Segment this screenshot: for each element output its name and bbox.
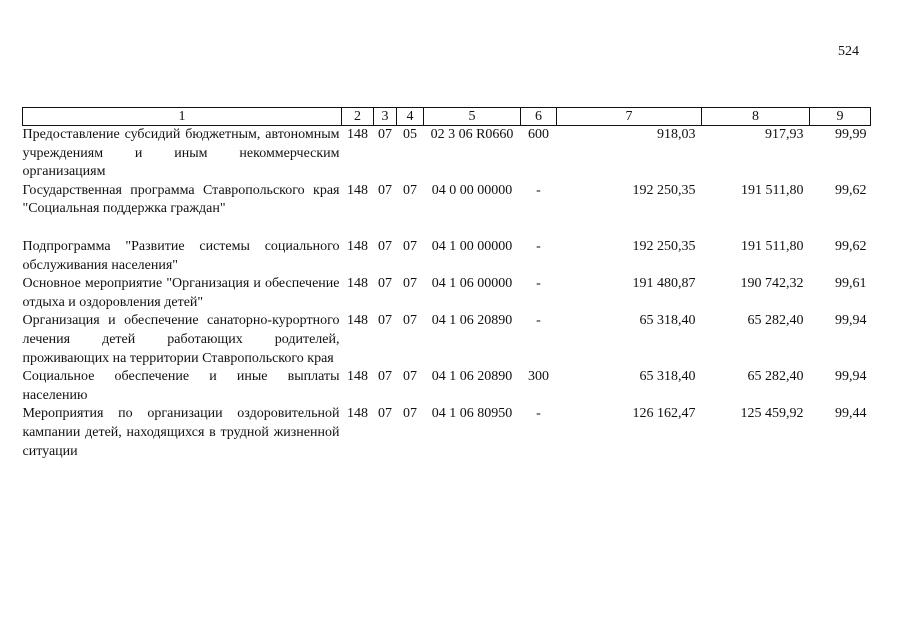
row-col-4: 07 bbox=[403, 182, 417, 198]
row-col-7: 191 480,87 bbox=[632, 276, 696, 292]
row-col-8: 125 459,92 bbox=[740, 406, 804, 422]
table-row bbox=[23, 275, 871, 312]
row-name: Подпрограмма "Развитие системы социального обслуживания населения" bbox=[22, 238, 340, 273]
row-col-3: 07 bbox=[378, 369, 392, 385]
row-col-2: 148 bbox=[347, 276, 368, 292]
row-col-8: 917,93 bbox=[765, 127, 804, 142]
header-col-1: 1 bbox=[23, 108, 342, 126]
row-col-7: 192 250,35 bbox=[632, 182, 696, 198]
header-col-2: 2 bbox=[342, 108, 374, 126]
table-row bbox=[23, 368, 871, 405]
row-col-3: 07 bbox=[378, 276, 392, 292]
header-col-6: 6 bbox=[521, 108, 557, 126]
page-number: 524 bbox=[838, 44, 859, 59]
row-col-9: 99,62 bbox=[835, 182, 867, 198]
row-col-8: 190 742,32 bbox=[740, 276, 804, 292]
row-col-9: 99,61 bbox=[835, 276, 867, 292]
row-col-4: 07 bbox=[403, 276, 417, 292]
row-col-8: 65 282,40 bbox=[747, 313, 804, 329]
header-col-3: 3 bbox=[374, 108, 397, 126]
row-col-8: 191 511,80 bbox=[741, 182, 804, 198]
row-col-6: 300 bbox=[528, 369, 549, 385]
row-name: Мероприятия по организации оздоровительной кампании детей, находящихся в трудной жизненной ситуации bbox=[22, 406, 340, 459]
table-row bbox=[23, 312, 871, 368]
row-col-7: 65 318,40 bbox=[639, 313, 696, 329]
row-col-3: 07 bbox=[378, 238, 392, 254]
header-col-4: 4 bbox=[397, 108, 424, 126]
header-col-8: 8 bbox=[702, 108, 810, 126]
row-col-9: 99,99 bbox=[835, 127, 867, 142]
row-col-6: - bbox=[536, 182, 541, 198]
row-col-4: 07 bbox=[403, 238, 417, 254]
row-col-9: 99,44 bbox=[835, 406, 867, 422]
table-row bbox=[23, 126, 871, 182]
row-col-5: 04 1 00 00000 bbox=[431, 238, 513, 254]
row-col-2: 148 bbox=[347, 127, 368, 142]
row-col-8: 65 282,40 bbox=[747, 369, 804, 385]
header-col-5: 5 bbox=[424, 108, 521, 126]
header-col-7: 7 bbox=[557, 108, 702, 126]
row-col-3: 07 bbox=[378, 182, 392, 198]
row-col-5: 04 1 06 20890 bbox=[431, 369, 513, 385]
row-col-7: 65 318,40 bbox=[639, 369, 696, 385]
row-col-9: 99,62 bbox=[835, 238, 867, 254]
row-col-5: 02 3 06 R0660 bbox=[430, 127, 514, 142]
row-col-5: 04 1 06 80950 bbox=[431, 406, 513, 422]
table-row bbox=[23, 405, 871, 461]
row-name: Государственная программа Ставропольского края "Социальная поддержка граждан" bbox=[22, 182, 340, 217]
row-col-7: 126 162,47 bbox=[632, 406, 696, 422]
header-row bbox=[23, 108, 871, 126]
row-col-6: 600 bbox=[528, 127, 549, 142]
row-col-2: 148 bbox=[347, 182, 368, 198]
row-col-5: 04 0 00 00000 bbox=[431, 182, 513, 198]
row-col-2: 148 bbox=[347, 313, 368, 329]
row-col-4: 07 bbox=[403, 313, 417, 329]
row-col-4: 05 bbox=[403, 127, 417, 142]
budget-table bbox=[22, 107, 871, 461]
row-spacer bbox=[23, 219, 871, 238]
row-col-4: 07 bbox=[403, 406, 417, 422]
table-row bbox=[23, 182, 871, 219]
row-col-2: 148 bbox=[347, 369, 368, 385]
row-col-7: 918,03 bbox=[657, 127, 696, 142]
row-col-5: 04 1 06 20890 bbox=[431, 313, 513, 329]
row-col-6: - bbox=[536, 406, 541, 422]
row-col-3: 07 bbox=[378, 127, 392, 142]
row-col-2: 148 bbox=[347, 406, 368, 422]
row-col-3: 07 bbox=[378, 313, 392, 329]
row-col-4: 07 bbox=[403, 369, 417, 385]
header-col-9: 9 bbox=[810, 108, 871, 126]
row-name: Социальное обеспечение и иные выплаты населению bbox=[22, 369, 340, 403]
row-col-6: - bbox=[536, 238, 541, 254]
row-name: Предоставление субсидий бюджетным, автономным учреждениям и иным некоммерческим организациям bbox=[22, 127, 340, 180]
row-col-5: 04 1 06 00000 bbox=[431, 276, 513, 292]
row-col-6: - bbox=[536, 276, 541, 292]
row-name: Организация и обеспечение санаторно-курортного лечения детей работающих родителей, проживающих на территории Ставропольского края bbox=[22, 313, 340, 366]
row-col-6: - bbox=[536, 313, 541, 329]
row-col-2: 148 bbox=[347, 238, 368, 254]
table-row bbox=[23, 238, 871, 275]
row-col-3: 07 bbox=[378, 406, 392, 422]
row-col-8: 191 511,80 bbox=[741, 238, 804, 254]
row-name: Основное мероприятие "Организация и обеспечение отдыха и оздоровления детей" bbox=[22, 276, 340, 310]
row-col-9: 99,94 bbox=[835, 313, 867, 329]
row-col-9: 99,94 bbox=[835, 369, 867, 385]
row-col-7: 192 250,35 bbox=[632, 238, 696, 254]
